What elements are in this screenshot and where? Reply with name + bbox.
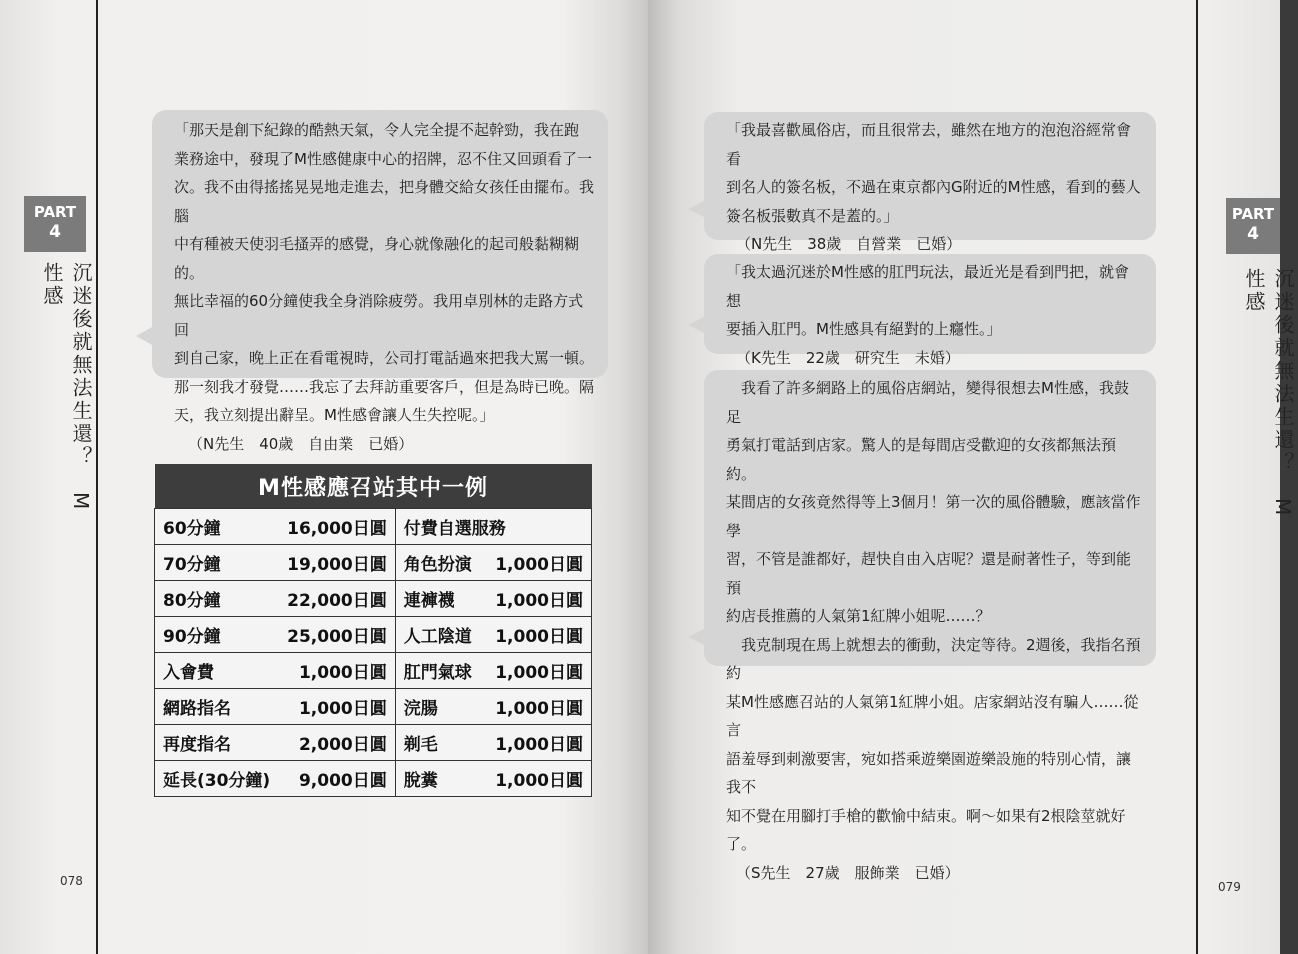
- table-row: [155, 761, 592, 797]
- bubble-tail: [688, 200, 706, 218]
- item-name: 70分鐘: [163, 555, 221, 575]
- item-name: 付費自選服務: [403, 519, 506, 539]
- left-cell: [155, 761, 396, 797]
- price-table: [154, 464, 592, 797]
- left-cell: [155, 653, 396, 689]
- quote-text: 「我最喜歡風俗店，而且很常去，雖然在地方的泡泡浴經常會看 到名人的簽名板，不過在東京都內G附近的M性感，看到的藝人 簽名板張數真不是蓋的。」: [726, 121, 1141, 225]
- table-row: [155, 581, 592, 617]
- quote-bubble: [704, 112, 1156, 253]
- left-page: [0, 0, 648, 954]
- part-number: 4: [49, 222, 61, 242]
- part-label: PART: [33, 203, 77, 221]
- margin-rule: [1196, 0, 1198, 954]
- quote-bubble: [152, 110, 608, 453]
- item-name: 肛門氣球: [403, 663, 472, 683]
- item-price: 1,000日圓: [495, 627, 583, 647]
- item-price: 1,000日圓: [298, 699, 387, 719]
- bubble-tail: [688, 628, 706, 646]
- item-price: 1,000日圓: [495, 735, 583, 755]
- item-price: 1,000日圓: [495, 663, 583, 683]
- left-cell: [155, 545, 396, 581]
- bubble-tail: [136, 326, 154, 346]
- part-label: PART: [1231, 205, 1275, 223]
- item-price: 1,000日圓: [495, 771, 583, 791]
- item-price: 25,000日圓: [287, 627, 387, 647]
- left-cell: [155, 509, 396, 545]
- table-row: [155, 545, 592, 581]
- table-row: [155, 653, 592, 689]
- page-number: 079: [1218, 880, 1241, 894]
- item-price: 1,000日圓: [495, 699, 583, 719]
- part-tab: [24, 196, 86, 252]
- item-name: 網路指名: [163, 699, 231, 719]
- quote-text: 「那天是創下紀錄的酷熱天氣，令人完全提不起幹勁，我在跑 業務途中，發現了M性感健康中心的招牌，忍不住又回頭看了一 次。我不由得搖搖晃晃地走進去，把身體交給女孩任由擺布。我腦 中有種被天使羽毛搔弄的感覺，身心就像融化的起司般黏糊糊的。 無比幸福的60分鐘使我全身消除疲勞。我用卓別林的走路方式回 到自己家，晚上正在看電視時，公司打電話過來把我大罵一頓。 那一刻我才發覺……我忘了去拜訪重要客戶，但是為時已晚。隔 天，我立刻提出辭呈。M性感會讓人生失控呢。」: [174, 121, 595, 424]
- right-cell: [395, 725, 591, 761]
- right-cell: [395, 653, 591, 689]
- right-cell: [395, 545, 591, 581]
- quote-text: 我看了許多網路上的風俗店網站，變得很想去M性感，我鼓足 勇氣打電話到店家。驚人的是每間店受歡迎的女孩都無法預約。 某間店的女孩竟然得等上3個月！第一次的風俗體驗，應該當作學 習，不管是誰都好，趕快自由入店呢？還是耐著性子，等到能預 約店長推薦的人氣第1紅牌小姐呢……？ 我克制現在馬上就想去的衝動，決定等待。2週後，我指名預約 某M性感應召站的人氣第1紅牌小姐。店家網站沒有騙人……從言 語羞辱到刺激要害，宛如搭乘遊樂園遊樂設施的特別心情，讓我不 知不覺在用腳打手槍的歡愉中結束。啊～如果有2根陰莖就好了。: [726, 379, 1141, 853]
- table-row: [155, 617, 592, 653]
- right-page: [648, 0, 1295, 954]
- chapter-title: 沉迷後就無法生還？ M性感: [1242, 268, 1295, 519]
- item-name: 延長(30分鐘): [163, 771, 271, 791]
- item-price: 1,000日圓: [495, 591, 583, 611]
- item-name: 90分鐘: [163, 627, 221, 647]
- quote-bubble: [704, 370, 1156, 882]
- left-cell: [155, 725, 396, 761]
- table-title: M性感應召站其中一例: [155, 464, 592, 509]
- quote-signature: （K先生 22歲 研究生 未婚）: [736, 348, 960, 367]
- table-row: [155, 509, 592, 545]
- quote-signature: （S先生 27歲 服飾業 已婚）: [736, 863, 960, 882]
- item-name: 脫糞: [403, 771, 438, 791]
- item-price: 9,000日圓: [298, 771, 387, 791]
- part-number: 4: [1247, 224, 1259, 244]
- page-number: 078: [60, 874, 83, 888]
- right-cell: [395, 617, 591, 653]
- item-price: 1,000日圓: [298, 663, 387, 683]
- item-name: 60分鐘: [163, 519, 221, 539]
- right-cell: [395, 689, 591, 725]
- item-name: 80分鐘: [163, 591, 221, 611]
- quote-bubble: [704, 254, 1156, 367]
- left-cell: [155, 581, 396, 617]
- item-price: 22,000日圓: [287, 591, 387, 611]
- item-name: 浣腸: [403, 699, 438, 719]
- right-cell: [395, 761, 591, 797]
- right-cell: [395, 509, 591, 545]
- quote-signature: （N先生 40歲 自由業 已婚）: [188, 434, 414, 453]
- item-name: 角色扮演: [403, 555, 472, 575]
- item-name: 連褲襪: [403, 591, 455, 611]
- right-cell: [395, 581, 591, 617]
- item-name: 入會費: [163, 663, 214, 683]
- quote-signature: （N先生 38歲 自營業 已婚）: [736, 235, 962, 253]
- item-price: 16,000日圓: [287, 519, 387, 539]
- table-row: [155, 725, 592, 761]
- item-price: 19,000日圓: [287, 555, 387, 575]
- chapter-title: 沉迷後就無法生還？ M性感: [40, 262, 93, 513]
- quote-text: 「我太過沉迷於M性感的肛門玩法，最近光是看到門把，就會想 要插入肛門。M性感具有絕對的上癮性。」: [726, 263, 1129, 338]
- margin-rule: [96, 0, 98, 954]
- item-price: 2,000日圓: [298, 735, 387, 755]
- left-cell: [155, 689, 396, 725]
- left-cell: [155, 617, 396, 653]
- item-name: 人工陰道: [403, 627, 472, 647]
- bubble-tail: [688, 316, 706, 334]
- table-row: [155, 689, 592, 725]
- item-price: 1,000日圓: [495, 555, 583, 575]
- item-name: 再度指名: [163, 735, 231, 755]
- part-tab: [1226, 198, 1280, 254]
- item-name: 剃毛: [403, 735, 438, 755]
